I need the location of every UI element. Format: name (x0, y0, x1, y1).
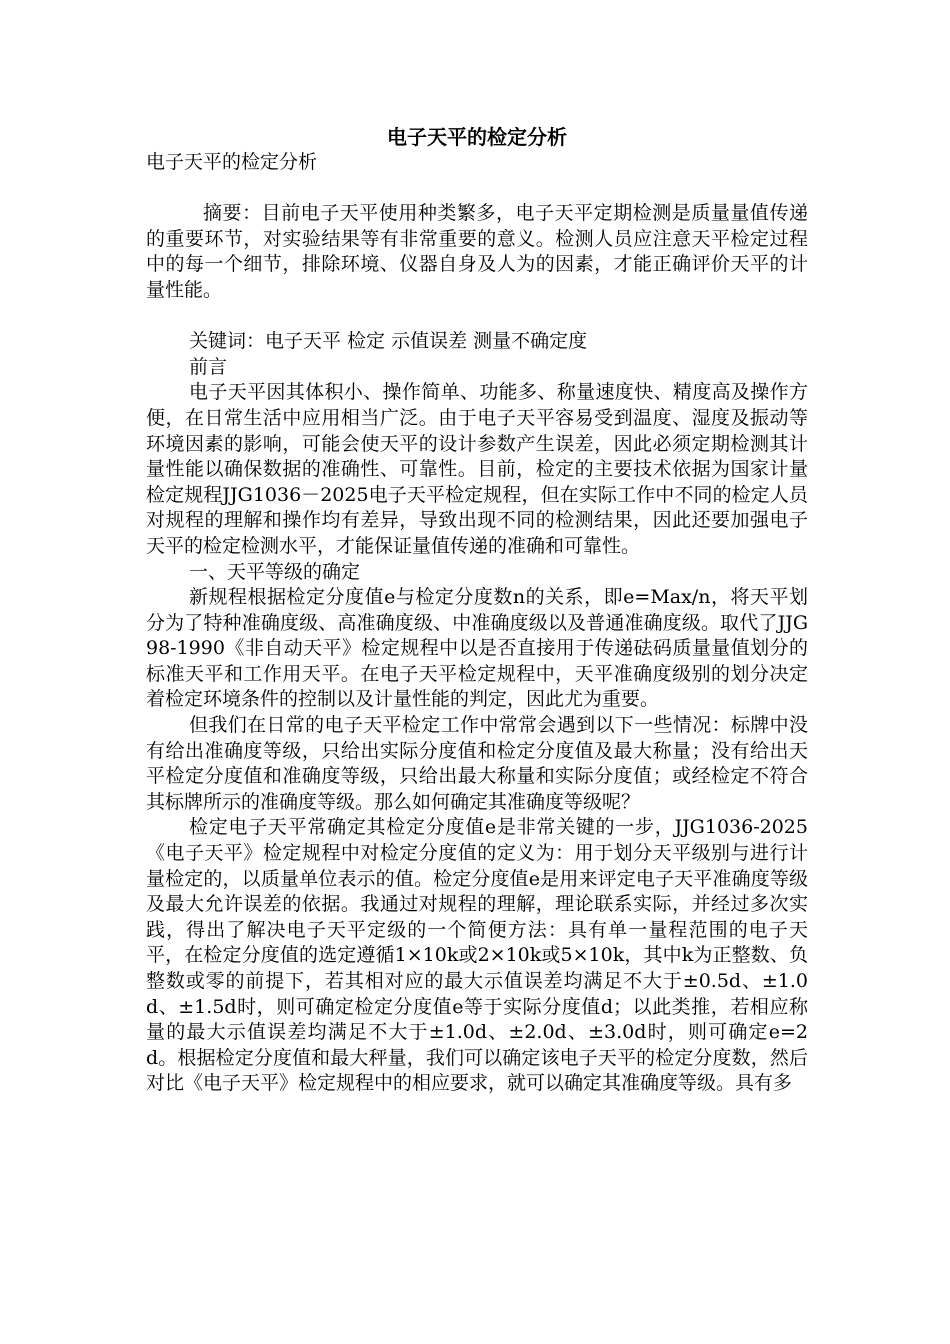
keywords-line: 关键词：电子天平 检定 示值误差 测量不确定度 (189, 330, 588, 353)
body-paragraph: 检定电子天平常确定其检定分度值e是非常关键的一步，JJG1036-2025《电子天平》检定规程中对检定分度值的定义为：用于划分天平级别与进行计量检定的，以质量单位表示的值。检定分度值e是用来评定电子天平准确度等级及最大允许误差的依据。我通过对规程的理解，理论联系实际，并经过多次实践，得出了解决电子天平定级的一个简便方法：具有单一量程范围的电子天平，在检定分度值的选定遵循1×10k或2×10k或5×10k，其中k为正整数、负整数或零的前提下，若其相对应的最大示值误差均满足不大于±0.5d、±1.0d、±1.5d时，则可确定检定分度值e等于实际分度值d；以此类推，若相应称量的最大示值误差均满足不大于±1.0d、±2.0d、±3.0d时，则可确定e=2d。根据检定分度值和最大秤量，我们可以确定该电子天平的检定分度数，然后对比《电子天平》检定规程中的相应要求，就可以确定其准确度等级。具有多 (146, 816, 808, 1095)
body-paragraph: 电子天平因其体积小、操作简单、功能多、称量速度快、精度高及操作方便，在日常生活中应用相当广泛。由于电子天平容易受到温度、湿度及振动等环境因素的影响，可能会使天平的设计参数产生误差，因此必须定期检测其计量性能以确保数据的准确性、可靠性。目前，检定的主要技术依据为国家计量检定规程JJG1036－2025电子天平检定规程，但在实际工作中不同的检定人员对规程的理解和操作均有差异，导致出现不同的检测结果，因此还要加强电子天平的检定检测水平，才能保证量值传递的准确和可靠性。 (146, 381, 808, 557)
preface-heading: 前言 (189, 355, 228, 378)
body-paragraph: 但我们在日常的电子天平检定工作中常常会遇到以下一些情况：标牌中没有给出准确度等级，只给出实际分度值和检定分度值及最大称量；没有给出天平检定分度值和准确度等级，只给出最大称量和实际分度值；或经检定不符合其标牌所示的准确度等级。那么如何确定其准确度等级呢？ (146, 714, 808, 813)
document-title: 电子天平的检定分析 (387, 125, 567, 149)
spacer (146, 304, 808, 330)
document-subtitle: 电子天平的检定分析 (146, 151, 318, 173)
abstract-paragraph: 摘要：目前电子天平使用种类繁多，电子天平定期检测是质量量值传递的重要环节，对实验结果等有非常重要的意义。检测人员应注意天平检定过程中的每一个细节，排除环境、仪器自身及人为的因素，才能正确评价天平的计量性能。 (146, 202, 808, 301)
document-body (146, 124, 808, 1097)
spacer (146, 176, 808, 202)
body-paragraph: 新规程根据检定分度值e与检定分度数n的关系，即e=Max/n，将天平划分为了特种准确度级、高准确度级、中准确度级以及普通准确度级。取代了JJG98-1990《非自动天平》检定规程中以是否直接用于传递砝码质量量值划分的标准天平和工作用天平。在电子天平检定规程中，天平准确度级别的划分决定着检定环境条件的控制以及计量性能的判定，因此尤为重要。 (146, 586, 808, 711)
section-heading: 一、天平等级的确定 (189, 560, 361, 583)
